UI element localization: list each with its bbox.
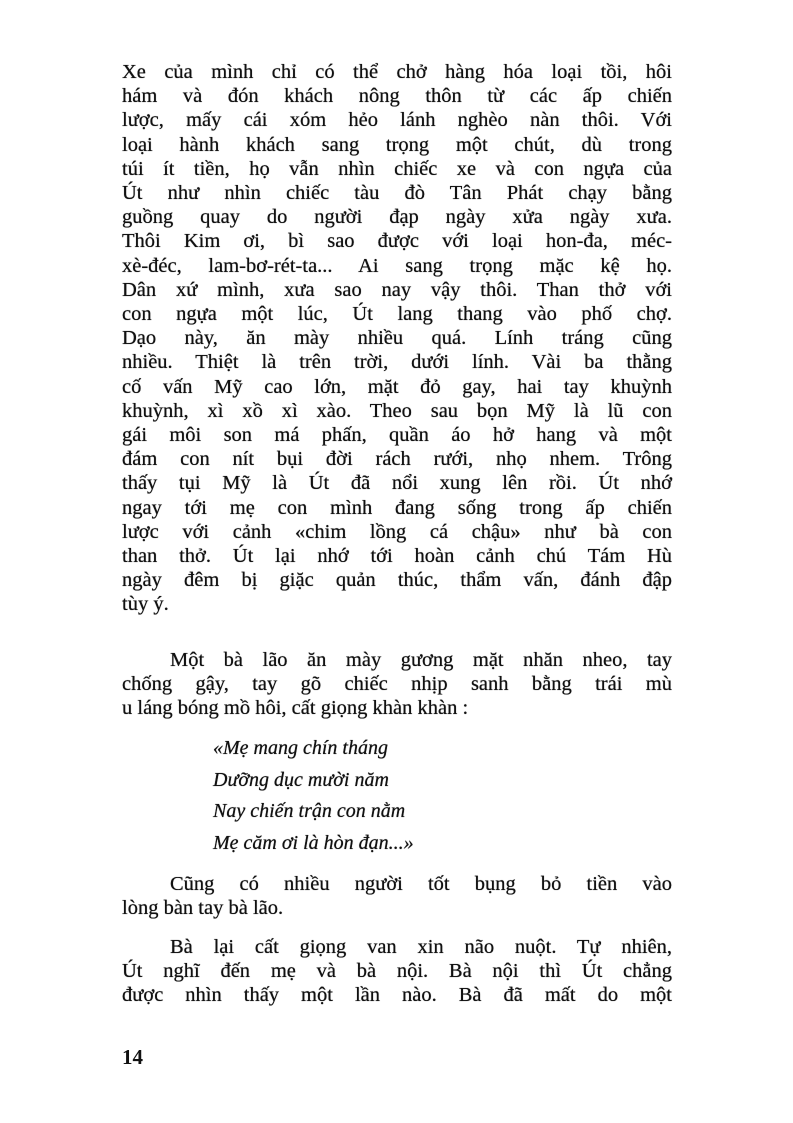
paragraph-1-line: guồng quay do người đạp ngày xửa ngày xưa. bbox=[122, 206, 672, 229]
paragraph-1-line: con ngựa một lúc, Út lang thang vào phố chợ. bbox=[122, 303, 672, 325]
paragraph-3-line: Cũng có nhiều người tốt bụng bỏ tiền vào bbox=[170, 873, 672, 895]
paragraph-4-line: được nhìn thấy một lần nào. Bà đã mất do một bbox=[122, 984, 672, 1007]
paragraph-1-line: gái môi son má phấn, quần áo hở hang và một bbox=[122, 424, 672, 446]
paragraph-1-line: ngay tới mẹ con mình đang sống trong ấp chiến bbox=[122, 496, 672, 519]
paragraph-1-line: lược, mấy cái xóm hẻo lánh nghèo nàn thôi. Với bbox=[122, 109, 672, 132]
poem-line: Nay chiến trận con nằm bbox=[213, 800, 406, 822]
paragraph-1-line: ngày đêm bị giặc quản thúc, thẩm vấn, đánh đập bbox=[122, 569, 672, 592]
paragraph-1-line: đám con nít bụi đời rách rưới, nhọ nhem. Trông bbox=[122, 448, 672, 471]
paragraph-1-line: Dạo này, ăn mày nhiều quá. Lính tráng cũng bbox=[122, 327, 672, 350]
paragraph-3-line: lòng bàn tay bà lão. bbox=[122, 897, 284, 920]
paragraph-1-line: Út như nhìn chiếc tàu đò Tân Phát chạy bằng bbox=[122, 182, 672, 204]
paragraph-4-line: Út nghĩ đến mẹ và bà nội. Bà nội thì Út chẳng bbox=[122, 960, 672, 983]
paragraph-4-line: Bà lại cất giọng van xin não nuột. Tự nhiên, bbox=[170, 936, 672, 958]
paragraph-2-line: Một bà lão ăn mày gương mặt nhăn nheo, tay bbox=[170, 649, 672, 671]
paragraph-1-line: Xe của mình chỉ có thể chở hàng hóa loại tồi, hôi bbox=[122, 61, 672, 83]
poem-line: «Mẹ mang chín tháng bbox=[213, 737, 388, 759]
paragraph-1-line: cố vấn Mỹ cao lớn, mặt đỏ gay, hai tay khuỳnh bbox=[122, 375, 672, 398]
paragraph-1-line: hám và đón khách nông thôn từ các ấp chiến bbox=[122, 85, 672, 108]
poem-line: Mẹ căm ơi là hòn đạn...» bbox=[213, 831, 414, 854]
paragraph-2-line: u láng bóng mồ hôi, cất giọng khàn khàn : bbox=[122, 697, 469, 720]
paragraph-1-line: túi ít tiền, họ vẫn nhìn chiếc xe và con ngựa của bbox=[122, 157, 672, 180]
paragraph-1-line: thấy tụi Mỹ là Út đã nổi xung lên rồi. Út nhớ bbox=[122, 472, 672, 495]
paragraph-1-line: nhiều. Thiệt là trên trời, dưới lính. Vài ba thằng bbox=[122, 351, 672, 374]
paragraph-1-line: xè-đéc, lam-bơ-rét-ta... Ai sang trọng mặc kệ họ. bbox=[122, 254, 672, 277]
paragraph-1-line: Dân xứ mình, xưa sao nay vậy thôi. Than thở với bbox=[122, 278, 672, 301]
paragraph-1-line: lược với cảnh «chim lồng cá chậu» như bà con bbox=[122, 520, 672, 543]
paragraph-1-line: khuỳnh, xì xồ xì xào. Theo sau bọn Mỹ là lũ con bbox=[122, 399, 672, 422]
paragraph-2-line: chống gậy, tay gõ chiếc nhịp sanh bằng trái mù bbox=[122, 673, 672, 696]
paragraph-1-line: tùy ý. bbox=[122, 593, 169, 616]
paragraph-1-line: Thôi Kim ơi, bì sao được với loại hon-đa, méc- bbox=[122, 230, 672, 253]
paragraph-1-line: loại hành khách sang trọng một chút, dù trong bbox=[122, 133, 672, 156]
poem-line: Dưỡng dục mười năm bbox=[213, 768, 389, 791]
paragraph-1-line: than thở. Út lại nhớ tới hoàn cảnh chú Tám Hù bbox=[122, 545, 672, 567]
page-number: 14 bbox=[122, 1045, 143, 1069]
